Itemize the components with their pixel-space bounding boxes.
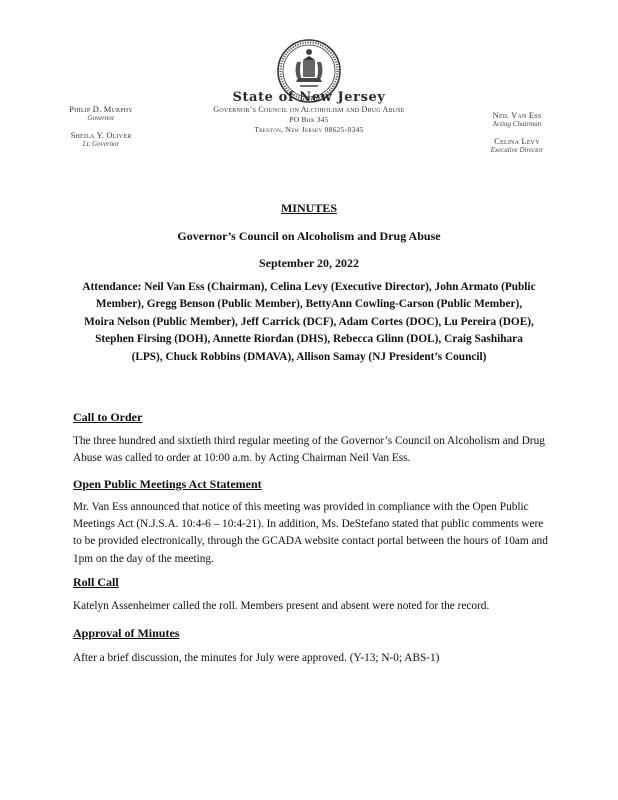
section-body-call-to-order: The three hundred and sixtieth third regular meeting of the Governor’s Council on Alcoholism and Drug Abuse was called to order at 10:00 a.m. by Acting Chairman Neil Van Ess.	[73, 435, 545, 465]
section-heading-roll-call: Roll Call	[73, 575, 119, 589]
meeting-date: September 20, 2022	[258, 256, 360, 270]
section-heading-open-meetings: Open Public Meetings Act Statement	[73, 477, 262, 491]
governor-name: Philip D. Murphy	[69, 104, 133, 114]
governor-role: Governor	[87, 114, 115, 122]
letterhead-center	[185, 90, 433, 135]
section-heading-approval-of-minutes: Approval of Minutes	[73, 626, 180, 640]
chairman-name: Neil Van Ess	[492, 110, 542, 120]
lt-governor-name: Sheila Y. Oliver	[70, 130, 132, 140]
section-heading-call-to-order: Call to Order	[73, 410, 143, 424]
attendance-list: Attendance: Neil Van Ess (Chairman), Celina Levy (Executive Director), John Armato (Public Member), Gregg Benson (Public Member), BettyAnn Cowling-Carson (Public Member), Moira Nelson (Public Member), Jeff Carrick (DCF), Adam Cortes (DOC), Lu Pereira (DOE), Stephen Firsing (DOH), Annette Riordan (DHS), Rebecca Glinn (DOL), Craig Sashihara (LPS), Chuck Robbins (DMAVA), Allison Samay (NJ President’s Council)	[82, 281, 536, 363]
section-body-open-meetings: Mr. Van Ess announced that notice of this meeting was provided in compliance with the Open Public Meetings Act (N.J.S.A. 10:4-6 – 10:4-21). In addition, Ms. DeStefano stated that public comments were to be provided electronically, through the GCADA website contact portal between the hours of 10am and 1pm on the day of the meeting.	[73, 501, 548, 565]
document-title: MINUTES	[280, 201, 337, 215]
section-body-approval-of-minutes: After a brief discussion, the minutes for July were approved. (Y-13; N-0; ABS-1)	[73, 652, 440, 664]
state-name: State of New Jersey	[232, 90, 386, 105]
director-role: Executive Director	[490, 146, 544, 154]
lt-governor-role: Lt. Governor	[82, 140, 120, 148]
letterhead-left	[36, 104, 166, 156]
section-body-roll-call: Katelyn Assenheimer called the roll. Members present and absent were noted for the record.	[73, 600, 490, 612]
po-box: PO Box 345	[289, 115, 329, 124]
chairman-role: Acting Chairman	[492, 120, 542, 128]
council-name: Governor’s Council on Alcoholism and Drug Abuse	[213, 105, 405, 114]
city-line: Trenton, New Jersey 08625-0345	[254, 125, 364, 134]
letterhead-right	[452, 110, 582, 162]
director-name: Celina Levy	[494, 136, 540, 146]
council-title: Governor’s Council on Alcoholism and Drug Abuse	[177, 229, 441, 243]
